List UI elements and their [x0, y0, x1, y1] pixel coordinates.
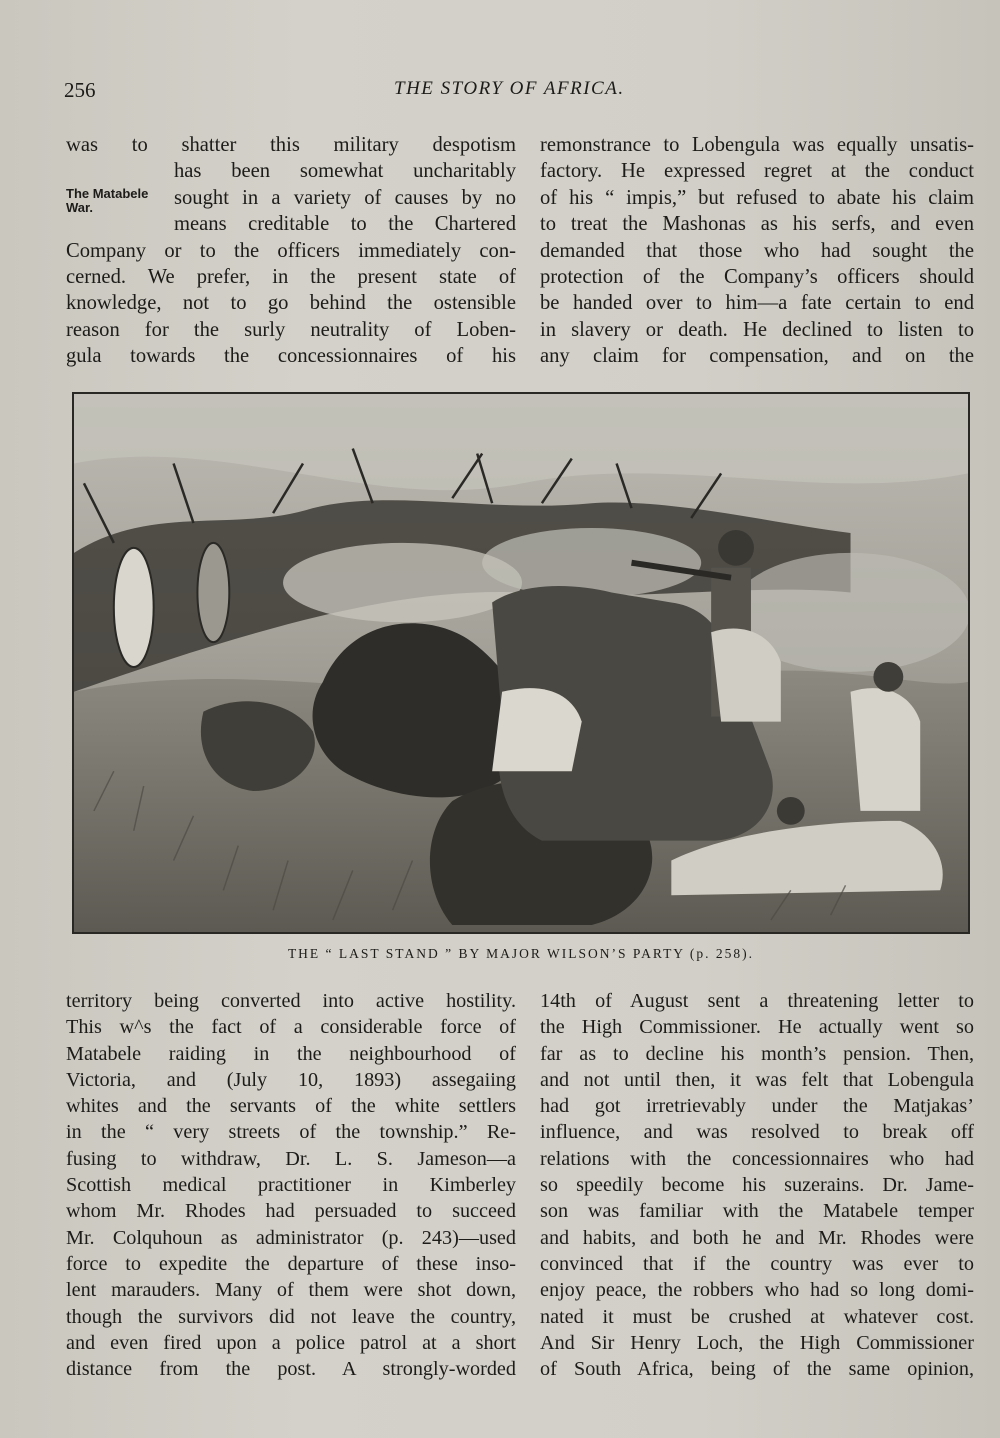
text-line: distance from the post. A strongly-worded [66, 1358, 516, 1381]
text-line: in slavery or death. He declined to listen to [540, 318, 974, 341]
text-line: far as to decline his month’s pension. Then, [540, 1042, 974, 1065]
battle-engraving [72, 392, 970, 934]
illustration-caption: THE “ LAST STAND ” BY MAJOR WILSON’S PARTY (p. 258). [287, 946, 755, 961]
text-line: demanded that those who had sought the [540, 239, 974, 262]
top-right-column [540, 132, 974, 370]
text-line: so speedily become his suzerains. Dr. Jame- [540, 1174, 974, 1197]
text-line: had got irretrievably under the Matjakas’ [540, 1095, 974, 1118]
text-line: remonstrance to Lobengula was equally unsatis- [540, 134, 974, 156]
bottom-right-column [540, 988, 974, 1382]
text-line: and habits, and both he and Mr. Rhodes were [540, 1226, 974, 1249]
text-line: and even fired upon a police patrol at a short [66, 1331, 516, 1354]
text-line: means creditable to the Chartered [174, 213, 516, 236]
text-line: to treat the Mashonas as his serfs, and even [540, 213, 974, 236]
text-line: knowledge, not to go behind the ostensible [66, 292, 516, 315]
text-line: whites and the servants of the white settlers [66, 1095, 516, 1118]
text-line: This w^s the fact of a considerable force of [66, 1016, 516, 1039]
top-left-column [66, 132, 516, 370]
text-line: though the survivors did not leave the country, [66, 1305, 516, 1328]
text-line: And Sir Henry Loch, the High Commissioner [540, 1331, 974, 1354]
text-line: sought in a variety of causes by no [174, 186, 516, 209]
text-line: cerned. We prefer, in the present state of [66, 266, 516, 289]
text-line: has been somewhat uncharitably [174, 160, 516, 183]
text-line: Company or to the officers immediately con- [66, 239, 516, 262]
text-line: enjoy peace, the robbers who had so long domi- [540, 1279, 974, 1302]
page-number: 256 [64, 78, 96, 102]
text-line: 14th of August sent a threatening letter to [540, 990, 974, 1012]
text-line: nated it must be crushed at whatever cost. [540, 1305, 974, 1328]
text-line: influence, and was resolved to break off [540, 1121, 974, 1144]
text-line: whom Mr. Rhodes had persuaded to succeed [66, 1200, 516, 1223]
text-line: territory being converted into active hostility. [66, 990, 516, 1012]
text-line: the High Commissioner. He actually went so [540, 1016, 974, 1039]
text-line: be handed over to him—a fate certain to end [540, 292, 974, 315]
text-line: gula towards the concessionnaires of his [66, 345, 516, 368]
text-line: protection of the Company’s officers should [540, 266, 974, 289]
text-line: reason for the surly neutrality of Loben- [66, 318, 516, 341]
text-line: and not until then, it was felt that Lobengula [540, 1068, 974, 1091]
text-line: fusing to withdraw, Dr. L. S. Jameson—a [66, 1147, 516, 1170]
text-line: Matabele raiding in the neighbourhood of [66, 1042, 516, 1065]
text-line: of South Africa, being of the same opinion, [540, 1358, 974, 1381]
text-line: Scottish medical practitioner in Kimberley [66, 1174, 516, 1197]
text-line: force to expedite the departure of these inso- [66, 1252, 516, 1275]
margin-note: The Matabele War. [66, 186, 149, 216]
text-line: in the “ very streets of the township.” Re- [66, 1121, 516, 1144]
running-title: THE STORY OF AFRICA. [394, 78, 625, 99]
text-line: lent marauders. Many of them were shot down, [66, 1279, 516, 1302]
bottom-left-column [66, 988, 516, 1382]
text-line: was to shatter this military despotism [66, 134, 516, 156]
text-line: any claim for compensation, and on the [540, 345, 974, 368]
battle-scene-illustration [74, 394, 968, 932]
text-line: factory. He expressed regret at the conduct [540, 160, 974, 183]
text-line: Mr. Colquhoun as administrator (p. 243)—used [66, 1226, 516, 1249]
page-header [64, 78, 974, 108]
text-line: relations with the concessionnaires who had [540, 1147, 974, 1170]
text-line: of his “ impis,” but refused to abate his claim [540, 186, 974, 209]
text-line: son was familiar with the Matabele temper [540, 1200, 974, 1223]
text-line: convinced that if the country was ever to [540, 1252, 974, 1275]
text-line: Victoria, and (July 10, 1893) assegaiing [66, 1068, 516, 1091]
